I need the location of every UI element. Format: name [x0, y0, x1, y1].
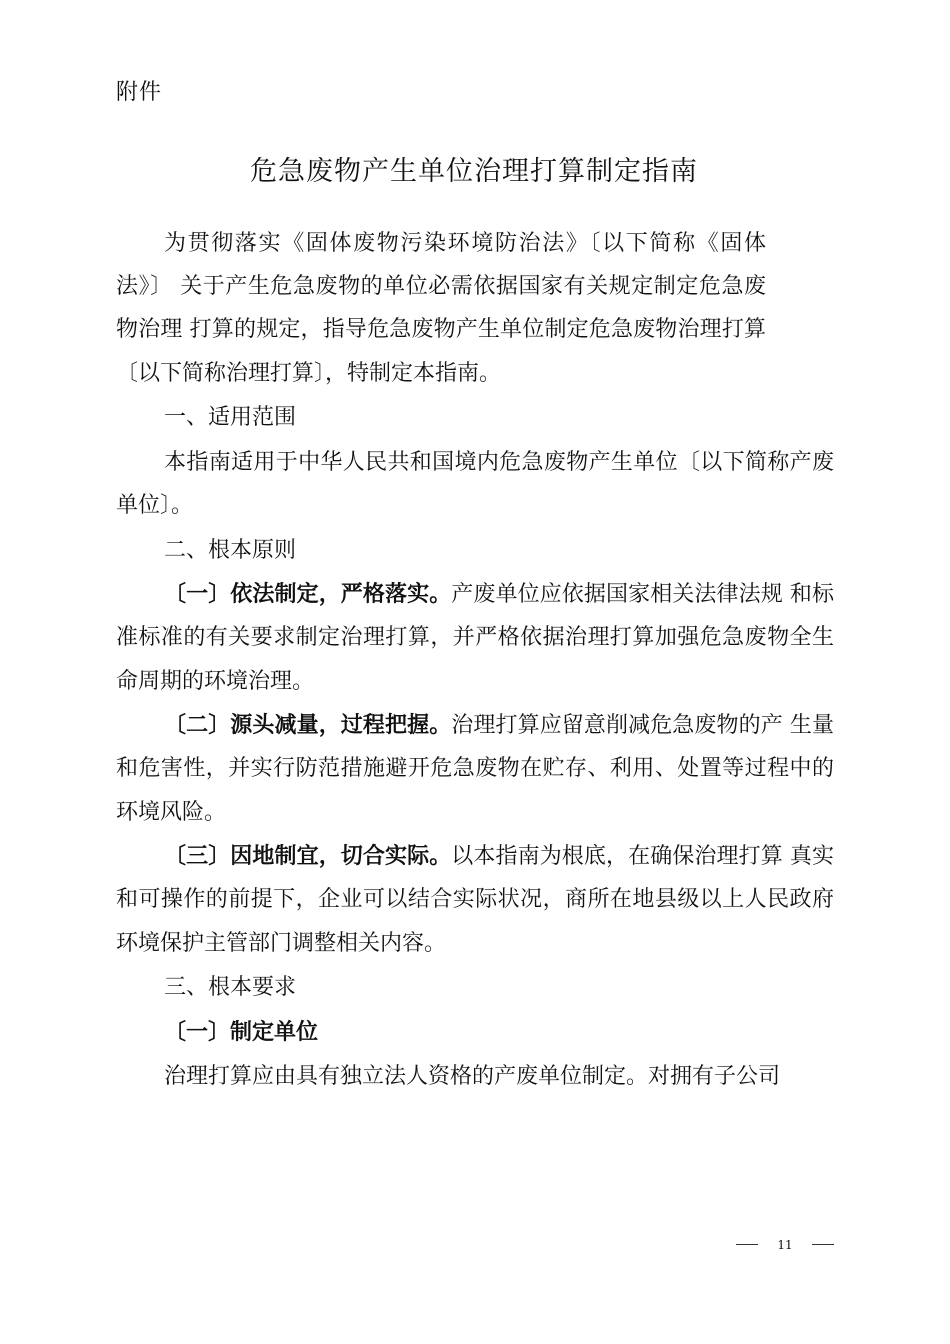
footer-dash-left: [736, 1244, 758, 1245]
section-1-heading: 一、适用范围: [164, 405, 297, 431]
page-number: 11: [777, 1238, 793, 1252]
annex-label: 附件: [116, 80, 163, 105]
document-title: 危急废物产生单位治理打算制定指南: [250, 156, 698, 187]
section-3-heading: 三、根本要求: [164, 975, 297, 1001]
requirement-1-paragraph: 治理打算应由具有独立法人资格的产废单位制定。对拥有子公司: [164, 1064, 781, 1090]
principle-3-lead: 〔三〕因地制宜，切合实际。: [164, 844, 452, 870]
principle-1-paragraph: [116, 573, 834, 703]
principle-2-lead: 〔二〕源头减量，过程把握。: [164, 713, 452, 739]
intro-paragraph: 为贯彻落实《固体废物污染环境防治法》〔以下简称《固体法》〕 关于产生危急废物的单位必需依据国家有关规定制定危急废物治理 打算的规定，指导危急废物产生单位制定危急废物治理打算〔以下简称治理打算〕，特制定本指南。: [116, 231, 766, 386]
section-2-heading: 二、根本原则: [164, 537, 297, 563]
principle-3-paragraph: [116, 835, 834, 965]
principle-1-text: 产废单位应依据国家相关法律法规 和标准标准的有关要求制定治理打算，并严格依据治理打算加强危急废物全生命周期的环境治理。: [116, 582, 834, 694]
section-1-paragraph: 本指南适用于中华人民共和国境内危急废物产生单位〔以下简称产废单位〕。: [116, 449, 834, 518]
footer-dash-right: [812, 1244, 834, 1245]
page-footer: [736, 1236, 834, 1256]
principle-3-text: 以本指南为根底，在确保治理打算 真实和可操作的前提下，企业可以结合实际状况，商所在地县级以上人民政府环境保护主管部门调整相关内容。: [116, 844, 834, 956]
principle-2-paragraph: [116, 704, 834, 834]
requirement-1-heading: 〔一〕制定单位: [164, 1019, 319, 1045]
document-body: [116, 222, 834, 1100]
principle-2-text: 治理打算应留意削减危急废物的产 生量和危害性，并实行防范措施避开危急废物在贮存、利用、处置等过程中的环境风险。: [116, 713, 834, 825]
principle-1-lead: 〔一〕依法制定，严格落实。: [164, 582, 452, 608]
